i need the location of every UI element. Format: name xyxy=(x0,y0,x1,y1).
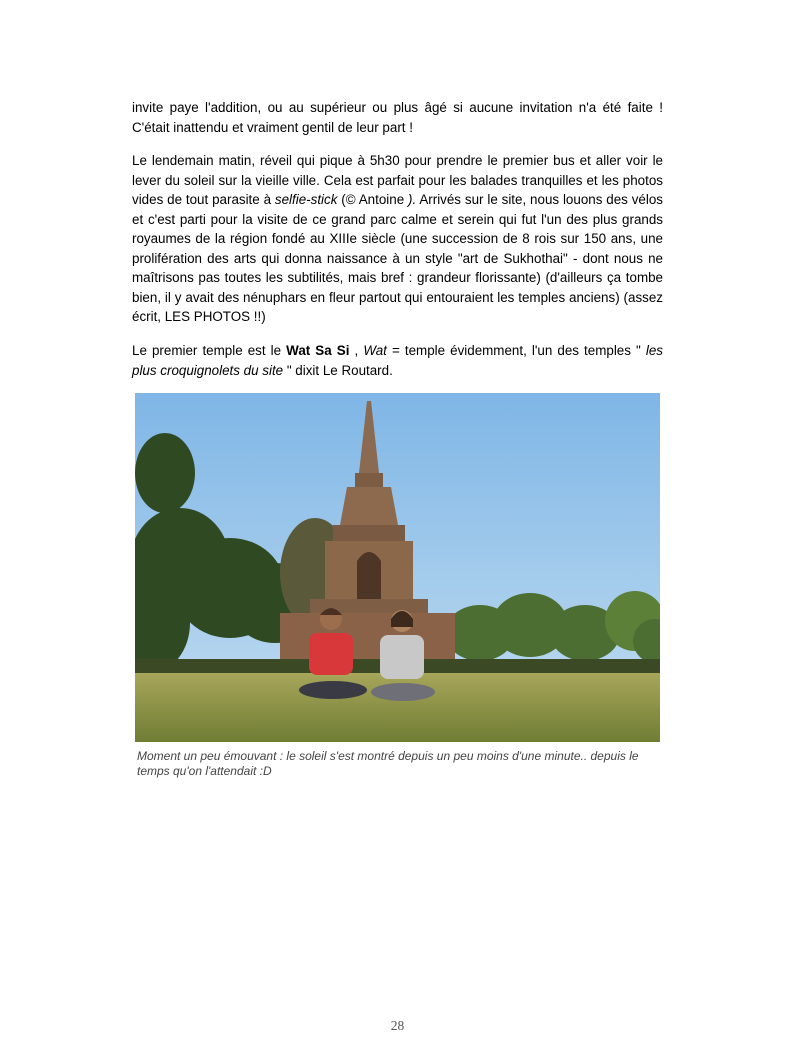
wat-term: Wat xyxy=(363,343,387,358)
paragraph-2-text-b: (© Antoine xyxy=(337,192,409,207)
paragraph-2-close: ). xyxy=(408,192,417,207)
paragraph-2-text-a: Le lendemain matin, réveil qui pique à 5h30 pour prendre le premier bus et aller voir le lever du soleil sur la vieille ville. Cela est parfait pour les balades tranquilles et les photos vides de tout parasite à xyxy=(132,153,663,207)
temple-name: Wat Sa Si xyxy=(286,343,350,358)
paragraph-2 xyxy=(132,151,663,327)
paragraph-2-text-c: Arrivés sur le site, nous louons des vélos et c'est parti pour la visite de ce grand parc calme et serein qui fut l'un des plus grands royaumes de la région fondé au XIIIe siècle (une succession de 8 rois sur 150 ans, une prolifération des arts qui donna naissance à un style "art de Sukhothai" - dont nous ne maîtrisons pas toutes les subtilités, mais bref : grandeur florissante) (d'ailleurs ça tombe bien, il y avait des nénuphars en fleur partout qui entouraient les temples anciens) (assez écrit, LES PHOTOS !!) xyxy=(132,192,663,324)
temple-photo xyxy=(135,393,660,742)
paragraph-3-text-b: , xyxy=(349,343,364,358)
page-number: 28 xyxy=(390,1018,405,1033)
selfie-stick-term: selfie-stick xyxy=(274,192,338,207)
photo-caption: Moment un peu émouvant : le soleil s'est montré depuis un peu moins d'une minute.. depuis le temps qu'on l'attendait :D xyxy=(137,749,639,778)
paragraph-3-text-d: " dixit Le Routard. xyxy=(283,362,393,378)
paragraph-3 xyxy=(132,341,663,380)
routard-quote: les plus croquignolets du site xyxy=(132,343,663,378)
paragraph-3-text-c: = temple évidemment, l'un des temples " xyxy=(386,343,646,358)
paragraph-3-text-a: Le premier temple est le xyxy=(132,343,287,358)
paragraph-1: invite paye l'addition, ou au supérieur ou plus âgé si aucune invitation n'a été faite ! C'était inattendu et vraiment gentil de leur part ! xyxy=(132,100,663,135)
